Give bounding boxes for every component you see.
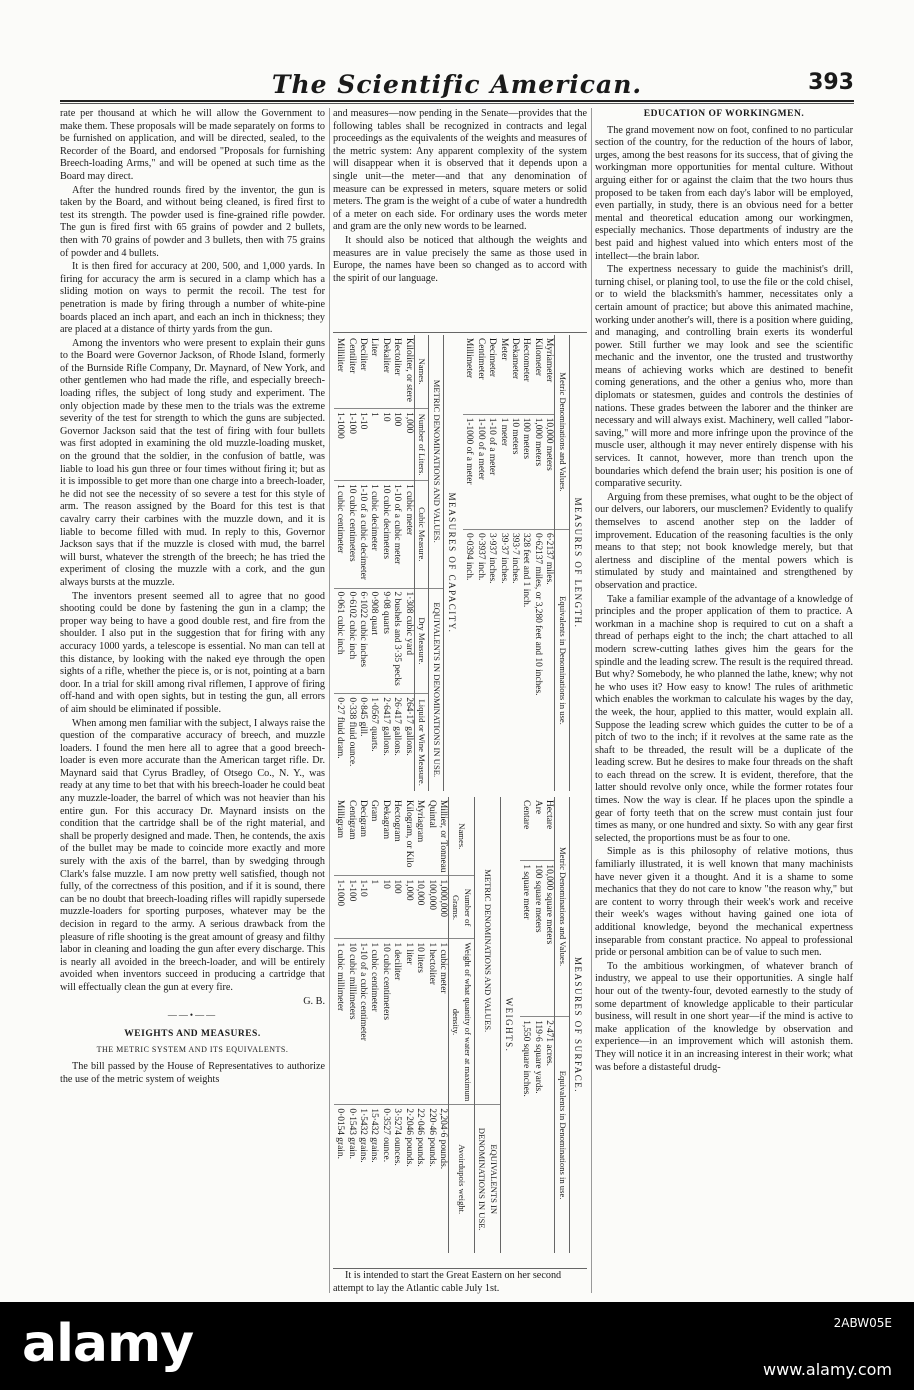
- paragraph: It is then fired for accuracy at 200, 500, and 1,000 yards. In firing for accuracy the arm is secured in a clamp which has a sliding motion on ways to permit the recoil. The test for penetration is made by firing through a number of white-pine boards placed an inch apart, and each an inch in thickness; they are placed at a distance of thirty yards from the gun.: [60, 261, 325, 336]
- table-cell: 2·471 acres.: [543, 1017, 555, 1253]
- table-cell: 0·0394 inch.: [463, 530, 474, 792]
- table-row: [486, 335, 497, 791]
- column-header: Names.: [414, 335, 428, 409]
- table-cell: 6·1022 cubic inches: [357, 588, 368, 694]
- table-row: [402, 797, 413, 1253]
- table-cell: 10: [380, 876, 391, 939]
- table-cell: Dekaliter: [380, 338, 391, 373]
- table-length: [463, 335, 583, 791]
- table-cell: 3·5274 ounces.: [391, 1105, 402, 1253]
- group-header: EQUIVALENTS IN DENOMINATIONS IN USE.: [474, 1105, 500, 1253]
- table-row: [391, 797, 402, 1253]
- column-header: Number of Liters.: [414, 409, 428, 481]
- table-row: [425, 797, 436, 1253]
- masthead-rule-thin: [60, 103, 854, 104]
- table-cell: 1-10 of a cubic meter: [391, 481, 402, 588]
- table-capacity: [334, 335, 457, 791]
- column-header: Liquid or Wine Measure.: [414, 694, 428, 791]
- table-weights: [334, 797, 514, 1253]
- table-cell: 0·0154 grain.: [334, 1105, 345, 1253]
- table-cell: 1 cubic millimeter: [334, 939, 345, 1105]
- group-header: METRIC DENOMINATIONS AND VALUES.: [474, 797, 500, 1105]
- table-cell: Decigram: [358, 800, 369, 837]
- paragraph: Among the inventors who were present to explain their guns to the Board were Governor Jackson, of Rhode Island, formerly of the Burnside Rifle Company, Dr. Maynard, of New York, and other gentlemen who had made the rifle, and especially breech-loading rifles, the subject of long study and experiment. The only objection made by these men to the trials was the extreme severity of the test for strength to which the guns are subjected. Governor Jackson said that the test of firing with four bullets was first adopted in examining the old muzzle-loading musket, on the ground that the soldier, in the confusion of battle, was liable to load his gun three or four times without firing it; but as it is impossible to get more than one charge into a breech-loader, he did not see the necessity of so severe a test for this style of arm. The reason assigned by the Board for this test is that cavalry carry their carbines with the muzzle down, and it is liable to become filled with mud. In reply to this, Governor Jackson says that if the muzzle is closed with mud, the barrel will burst, whatever the strength of the breech; he has tried the experiment of closing the muzzle with a cork, and the gun always bursts at the muzzle.: [60, 337, 325, 588]
- table-cell: 1-1000 of a meter: [463, 414, 474, 529]
- cable-notice: It is intended to start the Great Eastern on her second attempt to lay the Atlantic cable July 1st.: [333, 1270, 562, 1294]
- table-row: [345, 335, 356, 791]
- paragraph: The bill passed by the House of Representatives to authorize the use of the metric system of weights: [60, 1060, 325, 1085]
- table-cell: Milligram: [335, 800, 346, 839]
- column-1: [60, 108, 325, 1293]
- table-cell: 1,550 square inches.: [520, 1017, 531, 1253]
- metric-tables: [333, 332, 587, 1269]
- paragraph: The expertness necessary to guide the machinist's drill, turning chisel, or planing tool, to use the file or the cold chisel, or to wield the blacksmith's hammer, necessitates only a certain amount of practice; but above this animated machine, working under another's will, there is a position where guiding, and managing, and controlling brain exerts its wonderful power. Still further we may look and see the scientific mechanic and the inventor, one the trusted and trustworthy means of achieving works which are destined to benefit coming generations, and the other a genius who, more than diplomats or statesmen, guides and controls the destinies of nations. These grades between the laborer and the thinker are necessary and will always exist. Machinery, well called "labor-saving," will more and more infringe upon the province of the muscle user, although it may never entirely dispense with his services. It cannot, however, more than trench upon the boundaries which defend the brain user; his position is one of comparative security.: [595, 264, 853, 490]
- column-rule: [591, 108, 592, 1293]
- table-title: MEASURES OF CAPACITY.: [446, 492, 457, 634]
- table-cell: 1-10 of a meter: [486, 414, 497, 529]
- table-row: [497, 335, 508, 791]
- column-header: Names.: [448, 797, 474, 876]
- table-cell: Hectare: [544, 800, 555, 830]
- table-cell: 1-1000: [334, 409, 345, 481]
- table-row: [380, 797, 391, 1253]
- table-cell: 1·5432 grains.: [357, 1105, 368, 1253]
- table-cell: 1 hectoliter: [425, 939, 436, 1105]
- stock-watermark-banner: [0, 1302, 914, 1390]
- paragraph: It should also be noticed that although the weights and measures are in value precisely the same as those used in Europe, the names have been so changed as to accord with the spirit of our language.: [333, 234, 587, 284]
- masthead: [60, 70, 854, 100]
- table-cell: Decimeter: [487, 338, 498, 378]
- table-cell: 3·937 inches.: [486, 530, 497, 792]
- table-row: [345, 797, 356, 1253]
- alamy-logo: alamy: [22, 1314, 194, 1374]
- table-title: MEASURES OF LENGTH.: [573, 497, 583, 629]
- weights-table: [334, 797, 501, 1253]
- image-id: 2ABW05E: [833, 1316, 892, 1330]
- group-header: METRIC DENOMINATIONS AND VALUES.: [429, 335, 443, 588]
- page-number: 393: [808, 70, 854, 95]
- table-row: [391, 335, 402, 791]
- table-cell: 1 meter: [497, 414, 508, 529]
- column-header: Dry Measure.: [414, 588, 428, 694]
- column-header: Cubic Measure.: [414, 481, 428, 588]
- table-row: [402, 335, 414, 791]
- table-cell: Kilometer: [532, 338, 543, 377]
- table-cell: 1-1000: [334, 876, 345, 939]
- group-header: EQUIVALENTS IN DENOMINATIONS IN USE.: [429, 588, 443, 791]
- table-row: [380, 335, 391, 791]
- table-row: [357, 335, 368, 791]
- table-row: [509, 335, 520, 791]
- article-heading: EDUCATION OF WORKINGMEN.: [643, 109, 805, 119]
- section-heading: WEIGHTS AND MEASURES.: [124, 1028, 261, 1039]
- table-cell: 393·7 inches.: [509, 530, 520, 792]
- table-cell: 39·37 inches.: [497, 530, 508, 792]
- table-cell: 10 cubic decimeters: [380, 481, 391, 588]
- table-cell: 1 liter: [402, 939, 413, 1105]
- signature: G. B.: [303, 995, 325, 1007]
- table-cell: 2·2046 pounds.: [402, 1105, 413, 1253]
- table-cell: 2 bushels and 3·35 pecks: [391, 588, 402, 694]
- table-cell: 10,000: [414, 876, 425, 939]
- table-cell: 1 cubic centimeter: [334, 481, 345, 588]
- paragraph: The grand movement now on foot, confined to no particular section of the country, for the reduction of the hours of labor, urges, among the best reasons for its success, that of giving the workingman more opportunities for mental culture. Without arguing either for or against the claim that the two hours thus proposed to be taken from each day's labor will be employed, even partially, in study, there is an obvious need for a better mental and theoretical education among our workingmen, especially mechanics. Those departments of industry are the best paid and highest valued into which enters most of the intellect—the brain labor.: [595, 124, 853, 262]
- publication-title: The Scientific American.: [271, 70, 643, 99]
- table-cell: Hectometer: [521, 338, 532, 382]
- table-cell: 1,000 meters: [531, 414, 542, 529]
- table-cell: Centare: [521, 800, 532, 830]
- table-cell: 1·0567 quarts.: [368, 694, 379, 791]
- table-cell: 10 liters: [414, 939, 425, 1105]
- table-cell: 1 cubic meter: [437, 939, 449, 1105]
- paragraph: Take a familiar example of the advantage of a knowledge of principles and the proper application of them to practice. A workman in a machine shop is required to cut on a shaft a thread of perhaps eight to the inch; the chart attached to all modern screw-cutting lathes gives him the gears for the spindle and the leading screw. The result is the required thread. But why? Somebody, he who planned the lathe, knew; why not he who uses it? How easy to know! The rules of arithmetic which enables the workman to calculate his wages by the day, the week, the hour, applied to this matter, would explain all. Suppose the leading screw which guides the cutter to be of a pitch of two to the inch; if it revolves at the same rate as the shaft to be threaded, the result will be a duplicate of the leading screw. But he desires to make four threads on the shaft to each thread on the screw. It is evident, therefore, that the latter should revolve only once, while the former rotates four times. Now the way is clear. If he places upon the spindle a gear of forty teeth that on the screw must contain just four times as many, or one hundred and sixty. So with any gear first selected, the proportions must be as four to one.: [595, 593, 853, 844]
- table-cell: 1 cubic centimeter: [368, 939, 379, 1105]
- table-cell: 2,204·6 pounds.: [437, 1105, 449, 1253]
- table-row: [531, 335, 542, 791]
- table-cell: 1-100 of a meter: [474, 414, 485, 529]
- table-cell: 22·046 pounds.: [414, 1105, 425, 1253]
- table-row: [543, 797, 555, 1253]
- paragraph: To the ambitious workingmen, of whatever branch of industry, we appeal to use their opportunities. A single half hour out of the twenty-four, devoted earnestly to the study of some department of knowledge applicable to their particular business, will result in one short year—if the mind is active to make application of the knowledge by observation and experience—in an improvement which will astonish them. They will notice it in an increasing interest in their work; what was before a distasteful drudg-: [595, 960, 853, 1073]
- table-cell: Deciliter: [358, 338, 369, 371]
- paragraph: and measures—now pending in the Senate—provides that the following tables shall be recognized in contracts and legal proceedings as the equivalents of the weights and measures of the metric system: Any apparent complexity of the system will disappear when it is observed that it depends upon a single unit—the meter—and that any denomination of measure can be expressed in meters, square meters or solid meters. The gram is the weight of a cube of water a hundredth of a meter on each side. For ordinary uses the words meter and gram are the only new words to be learned.: [333, 108, 587, 233]
- table-cell: 0·3527 ounce.: [380, 1105, 391, 1253]
- table-cell: 10 cubic millimeters: [345, 939, 356, 1105]
- table-cell: 0·6102 cubic inch: [345, 588, 356, 694]
- table-cell: Dekameter: [509, 338, 520, 380]
- table-cell: Kiloliter, or stere: [403, 338, 414, 402]
- table-surface: [520, 797, 583, 1253]
- table-cell: 10: [380, 409, 391, 481]
- table-cell: 1-100: [345, 409, 356, 481]
- table-cell: 6·2137 miles.: [543, 530, 555, 792]
- table-cell: 0·27 fluid dram.: [334, 694, 345, 791]
- table-cell: 0·338 fluid ounce.: [345, 694, 356, 791]
- table-row: [463, 335, 474, 791]
- table-cell: 100 square meters: [531, 861, 542, 1017]
- table-cell: 1-10 of a cubic decimeter: [357, 481, 368, 588]
- table-cell: 1-10: [357, 876, 368, 939]
- rotated-tables: [335, 335, 585, 1265]
- table-cell: 119·6 square yards.: [531, 1017, 542, 1253]
- table-cell: 100 meters: [520, 414, 531, 529]
- table-cell: Meter: [498, 338, 509, 361]
- table-cell: Dekagram: [380, 800, 391, 840]
- table-cell: 100: [391, 876, 402, 939]
- table-cell: Liter: [369, 338, 380, 357]
- table-cell: 1 deciliter: [391, 939, 402, 1105]
- paragraph: When among men familiar with the subject, I always raise the question of the comparative accuracy of breech, and muzzle loaders. I found the men here all to agree that a good breech-loader is even more accurate than the American target rifle. Dr. Maynard said that Cyrus Bradley, of Otsego Co., N. Y., was ready at any time to bet that with his breech-loader he could beat any muzzle-loader, the barrel of which was not heavier than his entire gun. For this accuracy Dr. Maynard insists on the condition that the cartridge shall be of the right material, and shall be properly designed and made. Then, he contends, the axis of the bullet may be made to coincide more exactly and more surely with the axis of the barrel, than by swedging through Clark's false muzzle. I am now pretty well satisfied, though not fully, of the correctness of this position, and if it is sound, there can be no doubt that breech-loading rifles will rapidly supersede muzzle-loaders for sporting purposes, whatever may be the decision in regard to the army. A serious drawback from the pleasure of rifle shooting is the great amount of greasy and filthy labor in cleaning and loading the gun after every discharge. This is nearly all avoided in the breech-loader, and will be entirely avoided when inventors succeed in producing a cartridge that will effectually clean the gun at every fire.: [60, 717, 325, 993]
- table-cell: 220·46 pounds.: [425, 1105, 436, 1253]
- table-title: MEASURES OF SURFACE.: [573, 956, 583, 1094]
- table-cell: 100,000: [425, 876, 436, 939]
- paragraph: Arguing from these premises, what ought to be the object of our delvers, our laborers, our musclemen? Evidently to qualify themselves to ascend another step on the ladder of improvement. Education of the reasoning faculties is the only means to that step; not book knowledge merely, but that alertness and discipline of the mental powers which is stimulated by study and maintained and strengthened by observation and practice.: [595, 491, 853, 591]
- table-cell: Kilogram, or Kilo: [403, 800, 414, 868]
- table-cell: 1-10 of a cubic centimeter: [357, 939, 368, 1105]
- column-header: Equivalents in Denominations in use.: [555, 530, 569, 792]
- table-cell: 264·17 gallons.: [402, 694, 414, 791]
- section-ornament: ——•——: [167, 1010, 218, 1021]
- table-cell: 1,000,000: [437, 876, 449, 939]
- capacity-table: [334, 335, 444, 791]
- table-cell: 0·061 cubic inch: [334, 588, 345, 694]
- table-row: [437, 797, 449, 1253]
- table-cell: Myriameter: [544, 338, 555, 383]
- table-cell: 328 feet and 1 inch.: [520, 530, 531, 792]
- table-cell: 1 cubic decimeter: [368, 481, 379, 588]
- table-cell: 1,000: [402, 409, 414, 481]
- table-cell: 10,000 square meters: [543, 861, 555, 1017]
- table-cell: 10 cubic centimeters: [380, 939, 391, 1105]
- table-cell: 10 cubic centimeters: [345, 481, 356, 588]
- table-row: [474, 335, 485, 791]
- table-cell: 0·62137 miles, or 3,280 feet and 10 inches.: [531, 530, 542, 792]
- column-header: Weight of what quantity of water at maximum density.: [448, 939, 474, 1105]
- column-3: [595, 108, 853, 1293]
- table-cell: Milliliter: [335, 338, 346, 372]
- table-cell: 1 cubic meter: [402, 481, 414, 588]
- table-title: WEIGHTS.: [503, 997, 514, 1053]
- alamy-url: www.alamy.com: [763, 1360, 892, 1379]
- table-cell: 100: [391, 409, 402, 481]
- tables-left-half: [333, 335, 585, 791]
- table-cell: 1-10: [357, 409, 368, 481]
- table-row: [368, 335, 379, 791]
- paragraph: After the hundred rounds fired by the inventor, the gun is taken by the Board, and without being cleaned, is fired first to test its strength. The powder used is fine-grained rifle powder. The gun is fired first with 65 grains of powder and 2 bullets, then with 70 grains of powder and 3 bullets, then with 75 grains of powder and 4 bullets.: [60, 184, 325, 259]
- column-rule: [329, 108, 330, 1293]
- tables-right-half: [333, 797, 585, 1253]
- table-cell: 10,000 meters: [543, 414, 555, 529]
- table-cell: 1,000: [402, 876, 413, 939]
- table-cell: Are: [532, 800, 543, 815]
- table-cell: Hectoliter: [392, 338, 403, 376]
- table-cell: 1-100: [345, 876, 356, 939]
- table-cell: Quintal: [426, 800, 437, 829]
- table-row: [543, 335, 555, 791]
- table-cell: Millier, or Tonneau: [437, 800, 448, 873]
- table-cell: Myriagram: [415, 800, 426, 843]
- table-cell: 15·432 grains.: [368, 1105, 379, 1253]
- column-header: Number of Grams.: [448, 876, 474, 939]
- table-cell: 1 square meter: [520, 861, 531, 1017]
- table-cell: Millimeter: [464, 338, 475, 379]
- table-cell: 1: [368, 409, 379, 481]
- table-cell: 0·908 quart: [368, 588, 379, 694]
- paragraph: Simple as is this philosophy of relative motions, thus familiarly illustrated, it is well known that many machinists have never given it a thought. And it is a shame to some mechanics that they do not care to know "the reason why," but are content to worry through their week's work and receive their week's wages without having gained one iota of additional knowledge, beyond the mechanical expertness inseparable from constant practice. No appeal to professional pride or personal ambition can be of value to such men.: [595, 846, 853, 959]
- column-header: Metric Denominations and Values.: [555, 797, 569, 1017]
- table-cell: 2·6417 gallons.: [380, 694, 391, 791]
- table-cell: Centimeter: [475, 338, 486, 380]
- masthead-rule: [60, 100, 854, 102]
- table-cell: Centigram: [346, 800, 357, 840]
- table-row: [334, 797, 345, 1253]
- table-row: [520, 335, 531, 791]
- table-cell: 0·845 gill.: [357, 694, 368, 791]
- column-header: Avoirdupois weight.: [448, 1105, 474, 1253]
- table-cell: Hectogram: [392, 800, 403, 842]
- section-subheading: THE METRIC SYSTEM AND ITS EQUIVALENTS.: [96, 1045, 289, 1055]
- column-header: Equivalents in Denominations in use.: [555, 1017, 569, 1253]
- table-cell: 10 meters: [509, 414, 520, 529]
- table-row: [520, 797, 531, 1253]
- table-cell: 26·417 gallons.: [391, 694, 402, 791]
- paragraph: The inventors present seemed all to agree that no good shooting could be done by fastening the gun in a clamp; the proper way being to have a good double rest, and fire from the shoulder. I also put in the suggestion that for firing with any accuracy 1000 yards, a telescope is essential. No man can tell at this distance, by looking with the naked eye through the open sights of a rifle, whether the piece is, or is not, pointing at a barn door. In a trial for skill among rival riflemen, I approve of firing off-hand and with open sights, but in testing the gun, all errors of aim should be eliminated if possible.: [60, 590, 325, 715]
- table-cell: Centiliter: [346, 338, 357, 374]
- table-row: [414, 797, 425, 1253]
- paragraph: rate per thousand at which he will allow the Government to make them. These proposals will be made separately on forms to be furnished on application, and will be directed, sealed, to the Recorder of the Board, and endorsed "Proposals for furnishing Breech-loading Arms," and will be opened at such time as the Board may direct.: [60, 108, 325, 182]
- table-cell: 0·1543 grain.: [345, 1105, 356, 1253]
- table-cell: 1: [368, 876, 379, 939]
- surface-table: [520, 797, 570, 1253]
- table-cell: 9·08 quarts: [380, 588, 391, 694]
- table-cell: 1·308 cubic yard: [402, 588, 414, 694]
- table-row: [334, 335, 345, 791]
- table-cell: Gram: [369, 800, 380, 822]
- table-cell: 0·3937 inch.: [474, 530, 485, 792]
- column-header: Metric Denominations and Values.: [555, 335, 569, 530]
- table-row: [368, 797, 379, 1253]
- length-table: [463, 335, 570, 791]
- table-row: [531, 797, 542, 1253]
- table-row: [357, 797, 368, 1253]
